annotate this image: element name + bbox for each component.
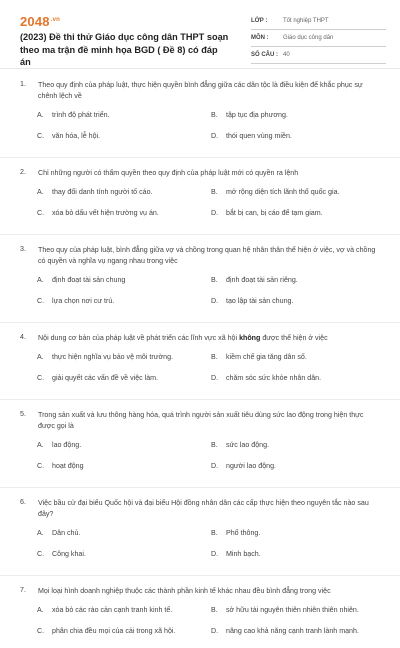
option-b[interactable] xyxy=(211,353,385,361)
option-b[interactable] xyxy=(211,188,385,196)
option-text: Công khai. xyxy=(52,550,86,558)
option-letter: A. xyxy=(37,276,44,284)
option-letter: D. xyxy=(211,209,219,217)
option-text: định đoạt tài sản chung xyxy=(52,276,126,284)
option-d[interactable] xyxy=(211,297,385,305)
option-letter: D. xyxy=(211,297,219,305)
option-d[interactable] xyxy=(211,132,385,140)
option-text: sức lao động. xyxy=(226,441,270,449)
question-text: Mọi loại hình doanh nghiệp thuộc các thành phần kinh tế khác nhau đều bình đẳng trong việc xyxy=(38,587,331,595)
options xyxy=(0,529,400,571)
option-letter: B. xyxy=(211,606,218,614)
meta-row-count xyxy=(251,47,386,64)
option-text: trình độ phát triển. xyxy=(52,111,110,119)
options xyxy=(0,606,400,648)
option-text: lựa chọn nơi cư trú. xyxy=(52,297,115,305)
option-d[interactable] xyxy=(211,209,385,217)
option-text: người lao động. xyxy=(226,462,277,470)
question-4 xyxy=(0,323,400,400)
option-letter: A. xyxy=(37,606,44,614)
option-letter: C. xyxy=(37,209,45,217)
option-text: giải quyết các vấn đề về việc làm. xyxy=(52,374,159,382)
option-letter: C. xyxy=(37,550,45,558)
option-c[interactable] xyxy=(37,297,211,305)
option-letter: D. xyxy=(211,462,219,470)
question-number: 3. xyxy=(20,245,26,253)
option-letter: C. xyxy=(37,627,45,635)
option-text: sở hữu tài nguyên thiên nhiên thiên nhiên. xyxy=(226,606,359,614)
option-d[interactable] xyxy=(211,462,385,470)
header xyxy=(0,0,400,70)
option-text: mở rộng diện tích lãnh thổ quốc gia. xyxy=(226,188,340,196)
option-a[interactable] xyxy=(37,353,211,361)
question-text: Việc bầu cử đại biểu Quốc hội và đại biểu Hội đồng nhân dân các cấp thực hiện theo nguyên tắc nào sau đây? xyxy=(38,499,369,518)
options xyxy=(0,353,400,395)
option-text: bắt bị can, bị cáo để tạm giam. xyxy=(226,209,323,217)
option-c[interactable] xyxy=(37,132,211,140)
option-letter: C. xyxy=(37,374,45,382)
option-letter: B. xyxy=(211,276,218,284)
meta-key: LỚP : xyxy=(251,18,268,24)
options xyxy=(0,188,400,230)
site-logo[interactable] xyxy=(20,14,60,29)
option-a[interactable] xyxy=(37,606,211,614)
option-text: văn hóa, lễ hội. xyxy=(52,132,101,140)
question-number: 1. xyxy=(20,80,26,88)
question-3 xyxy=(0,235,400,323)
option-text: thực hiện nghĩa vụ bảo vệ môi trường. xyxy=(52,353,174,361)
question-text: Theo quy của pháp luật, bình đẳng giữa vợ và chồng trong quan hệ nhân thân thể hiện ở việc, vợ và chồng có quyền và nghĩa vụ ngang nhau trong việc xyxy=(38,246,376,265)
option-text: thói quen vùng miền. xyxy=(226,132,292,140)
question-text: Theo quy định của pháp luật, thực hiện quyền bình đẳng giữa các dân tộc là điều kiện để khắc phục sự chênh lệch về xyxy=(38,81,363,100)
question-text xyxy=(38,333,380,344)
option-c[interactable] xyxy=(37,374,211,382)
options xyxy=(0,441,400,483)
option-letter: A. xyxy=(37,353,44,361)
option-text: chăm sóc sức khỏe nhân dân. xyxy=(226,374,322,382)
option-a[interactable] xyxy=(37,111,211,119)
option-a[interactable] xyxy=(37,276,211,284)
question-number: 7. xyxy=(20,586,26,594)
option-a[interactable] xyxy=(37,529,211,537)
option-letter: C. xyxy=(37,297,45,305)
option-text: thay đổi danh tính người tố cáo. xyxy=(52,188,153,196)
meta-row-subject xyxy=(251,30,386,47)
option-d[interactable] xyxy=(211,550,385,558)
option-d[interactable] xyxy=(211,374,385,382)
question-2 xyxy=(0,158,400,235)
option-b[interactable] xyxy=(211,276,385,284)
option-text: phân chia đều mọi của cải trong xã hội. xyxy=(52,627,176,635)
exam-title: (2023) Đề thi thử Giáo dục công dân THPT soạn theo ma trận đề minh họa BGD ( Đề 8) có đáp án xyxy=(20,32,229,67)
option-text: lao động. xyxy=(52,441,82,449)
meta-key: SỐ CÂU : xyxy=(251,52,278,58)
option-text: Phổ thông. xyxy=(226,529,261,537)
question-number: 6. xyxy=(20,498,26,506)
option-c[interactable] xyxy=(37,627,211,635)
option-letter: C. xyxy=(37,462,45,470)
question-text-part: được thể hiện ở việc xyxy=(260,334,328,342)
option-text: hoạt động xyxy=(52,462,84,470)
option-c[interactable] xyxy=(37,209,211,217)
question-number: 4. xyxy=(20,333,26,341)
option-b[interactable] xyxy=(211,441,385,449)
question-number: 2. xyxy=(20,168,26,176)
option-letter: B. xyxy=(211,529,218,537)
option-a[interactable] xyxy=(37,188,211,196)
option-text: nâng cao khả năng cạnh tranh lành mạnh. xyxy=(226,627,359,635)
question-text: Trong sản xuất và lưu thông hàng hóa, quá trình người sản xuất tiêu dùng sức lao động trong hiện thực được gọi là xyxy=(38,411,364,430)
option-b[interactable] xyxy=(211,606,385,614)
option-a[interactable] xyxy=(37,441,211,449)
option-text: định đoạt tài sản riêng. xyxy=(226,276,298,284)
option-text: tạo lập tài sản chung. xyxy=(226,297,294,305)
question-6 xyxy=(0,488,400,576)
question-number: 5. xyxy=(20,410,26,418)
option-d[interactable] xyxy=(211,627,385,635)
meta-value: Giáo dục công dân xyxy=(283,35,334,41)
option-b[interactable] xyxy=(211,529,385,537)
question-5 xyxy=(0,400,400,488)
option-letter: B. xyxy=(211,353,218,361)
option-letter: D. xyxy=(211,132,219,140)
logo-suffix: .vn xyxy=(50,16,61,23)
option-text: xóa bỏ dấu vết hiện trường vụ án. xyxy=(52,209,159,217)
option-b[interactable] xyxy=(211,111,385,119)
option-letter: D. xyxy=(211,627,219,635)
meta-key: MÔN : xyxy=(251,35,269,41)
option-letter: A. xyxy=(37,441,44,449)
meta-value: 40 xyxy=(283,52,290,58)
header-divider xyxy=(0,68,400,69)
logo-main: 2048 xyxy=(20,14,50,29)
options xyxy=(0,276,400,318)
meta-value: Tốt nghiệp THPT xyxy=(283,18,329,24)
option-text: tập tục địa phương. xyxy=(226,111,288,119)
option-text: Minh bạch. xyxy=(226,550,261,558)
question-text-part: Nội dung cơ bản của pháp luật về phát triển các lĩnh vực xã hội xyxy=(38,334,240,342)
option-c[interactable] xyxy=(37,550,211,558)
option-c[interactable] xyxy=(37,462,211,470)
question-text-emphasis: không xyxy=(239,334,261,342)
option-text: Dân chủ. xyxy=(52,529,81,537)
option-text: xóa bỏ các rào cản cạnh tranh kinh tế. xyxy=(52,606,173,614)
option-letter: D. xyxy=(211,550,219,558)
option-letter: B. xyxy=(211,111,218,119)
option-letter: A. xyxy=(37,111,44,119)
exam-meta xyxy=(251,13,386,64)
question-list xyxy=(0,70,400,648)
option-letter: A. xyxy=(37,188,44,196)
option-letter: D. xyxy=(211,374,219,382)
question-7 xyxy=(0,576,400,648)
options xyxy=(0,111,400,153)
question-text: Chỉ những người có thẩm quyền theo quy định của pháp luật mới có quyền ra lệnh xyxy=(38,169,299,177)
option-text: kiềm chế gia tăng dân số. xyxy=(226,353,307,361)
question-1 xyxy=(0,70,400,158)
option-letter: C. xyxy=(37,132,45,140)
option-letter: A. xyxy=(37,529,44,537)
option-letter: B. xyxy=(211,441,218,449)
meta-row-class xyxy=(251,13,386,30)
option-letter: B. xyxy=(211,188,218,196)
